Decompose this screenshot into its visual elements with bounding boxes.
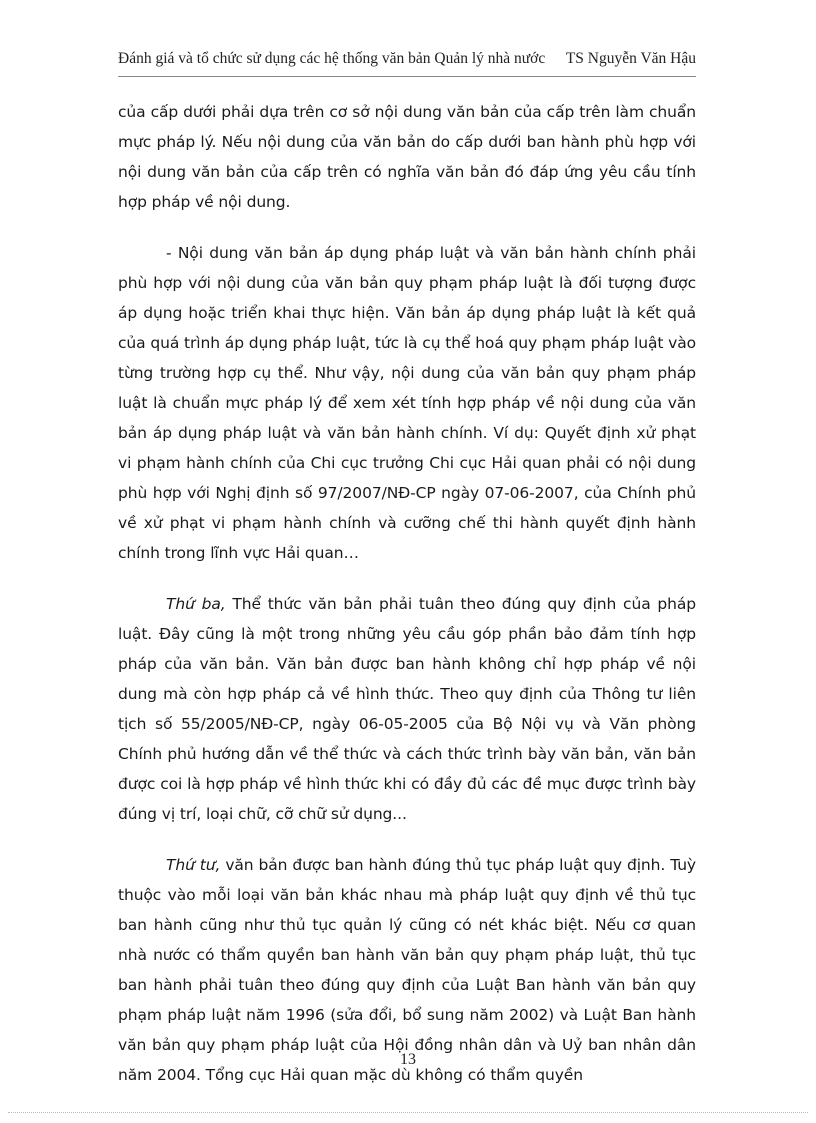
paragraph-lead: Thứ tư, <box>166 856 221 874</box>
paragraph-continuation <box>118 97 696 217</box>
paragraph-text: Thể thức văn bản phải tuân theo đúng quy định của pháp luật. Đây cũng là một trong những yêu cầu góp phần bảo đảm tính hợp pháp của văn bản. Văn bản được ban hành không chỉ hợp pháp về nội dung mà còn hợp pháp cả về hình thức. Theo quy định của Thông tư liên tịch số 55/2005/NĐ-CP, ngày 06-05-2005 của Bộ Nội vụ và Văn phòng Chính phủ hướng dẫn về thể thức và cách thức trình bày văn bản, văn bản được coi là hợp pháp về hình thức khi có đầy đủ các đề mục được trình bày đúng vị trí, loại chữ, cỡ chữ sử dụng... <box>118 595 696 823</box>
paragraph-text: - Nội dung văn bản áp dụng pháp luật và văn bản hành chính phải phù hợp với nội dung của văn bản quy phạm pháp luật là đối tượng được áp dụng hoặc triển khai thực hiện. Văn bản áp dụng pháp luật là kết quả của quá trình áp dụng pháp luật, tức là cụ thể hoá quy phạm pháp luật vào từng trường hợp cụ thể. Như vậy, nội dung của văn bản quy phạm pháp luật là chuẩn mực pháp lý để xem xét tính hợp pháp về nội dung của văn bản áp dụng pháp luật và văn bản hành chính. Ví dụ: Quyết định xử phạt vi phạm hành chính của Chi cục trưởng Chi cục Hải quan phải có nội dung phù hợp với Nghị định số 97/2007/NĐ-CP ngày 07-06-2007, của Chính phủ về xử phạt vi phạm hành chính và cưỡng chế thi hành quyết định hành chính trong lĩnh vực Hải quan… <box>118 244 697 562</box>
paragraph-third-requirement <box>118 589 696 829</box>
page-edge-divider <box>8 1112 808 1113</box>
paragraph-text: văn bản được ban hành đúng thủ tục pháp luật quy định. Tuỳ thuộc vào mỗi loại văn bản khác nhau mà pháp luật quy định về thủ tục ban hành cũng như thủ tục quản lý cũng có nét khác biệt. Nếu cơ quan nhà nước có thẩm quyền ban hành văn bản quy phạm pháp luật, thủ tục ban hành phải tuân theo đúng quy định của Luật Ban hành văn bản quy phạm pháp luật năm 1996 (sửa đổi, bổ sung năm 2002) và Luật Ban hành văn bản quy phạm pháp luật của Hội đồng nhân dân và Uỷ ban nhân dân năm 2004. Tổng cục Hải quan mặc dù không có thẩm quyền <box>118 856 696 1084</box>
paragraph-text: của cấp dưới phải dựa trên cơ sở nội dung văn bản của cấp trên làm chuẩn mực pháp lý. Nếu nội dung của văn bản do cấp dưới ban hành phù hợp với nội dung văn bản của cấp trên có nghĩa văn bản đó đáp ứng yêu cầu tính hợp pháp về nội dung. <box>118 103 696 211</box>
page-number: 13 <box>400 1051 416 1068</box>
paragraph-lead: Thứ ba, <box>166 595 226 613</box>
body-text <box>118 97 696 1090</box>
header-document-title: Đánh giá và tổ chức sử dụng các hệ thống văn bản Quản lý nhà nước <box>118 50 546 67</box>
header-divider <box>118 76 696 77</box>
paragraph-content-requirement <box>118 238 696 568</box>
header-author: TS Nguyễn Văn Hậu <box>565 50 696 67</box>
page-header <box>118 50 696 72</box>
